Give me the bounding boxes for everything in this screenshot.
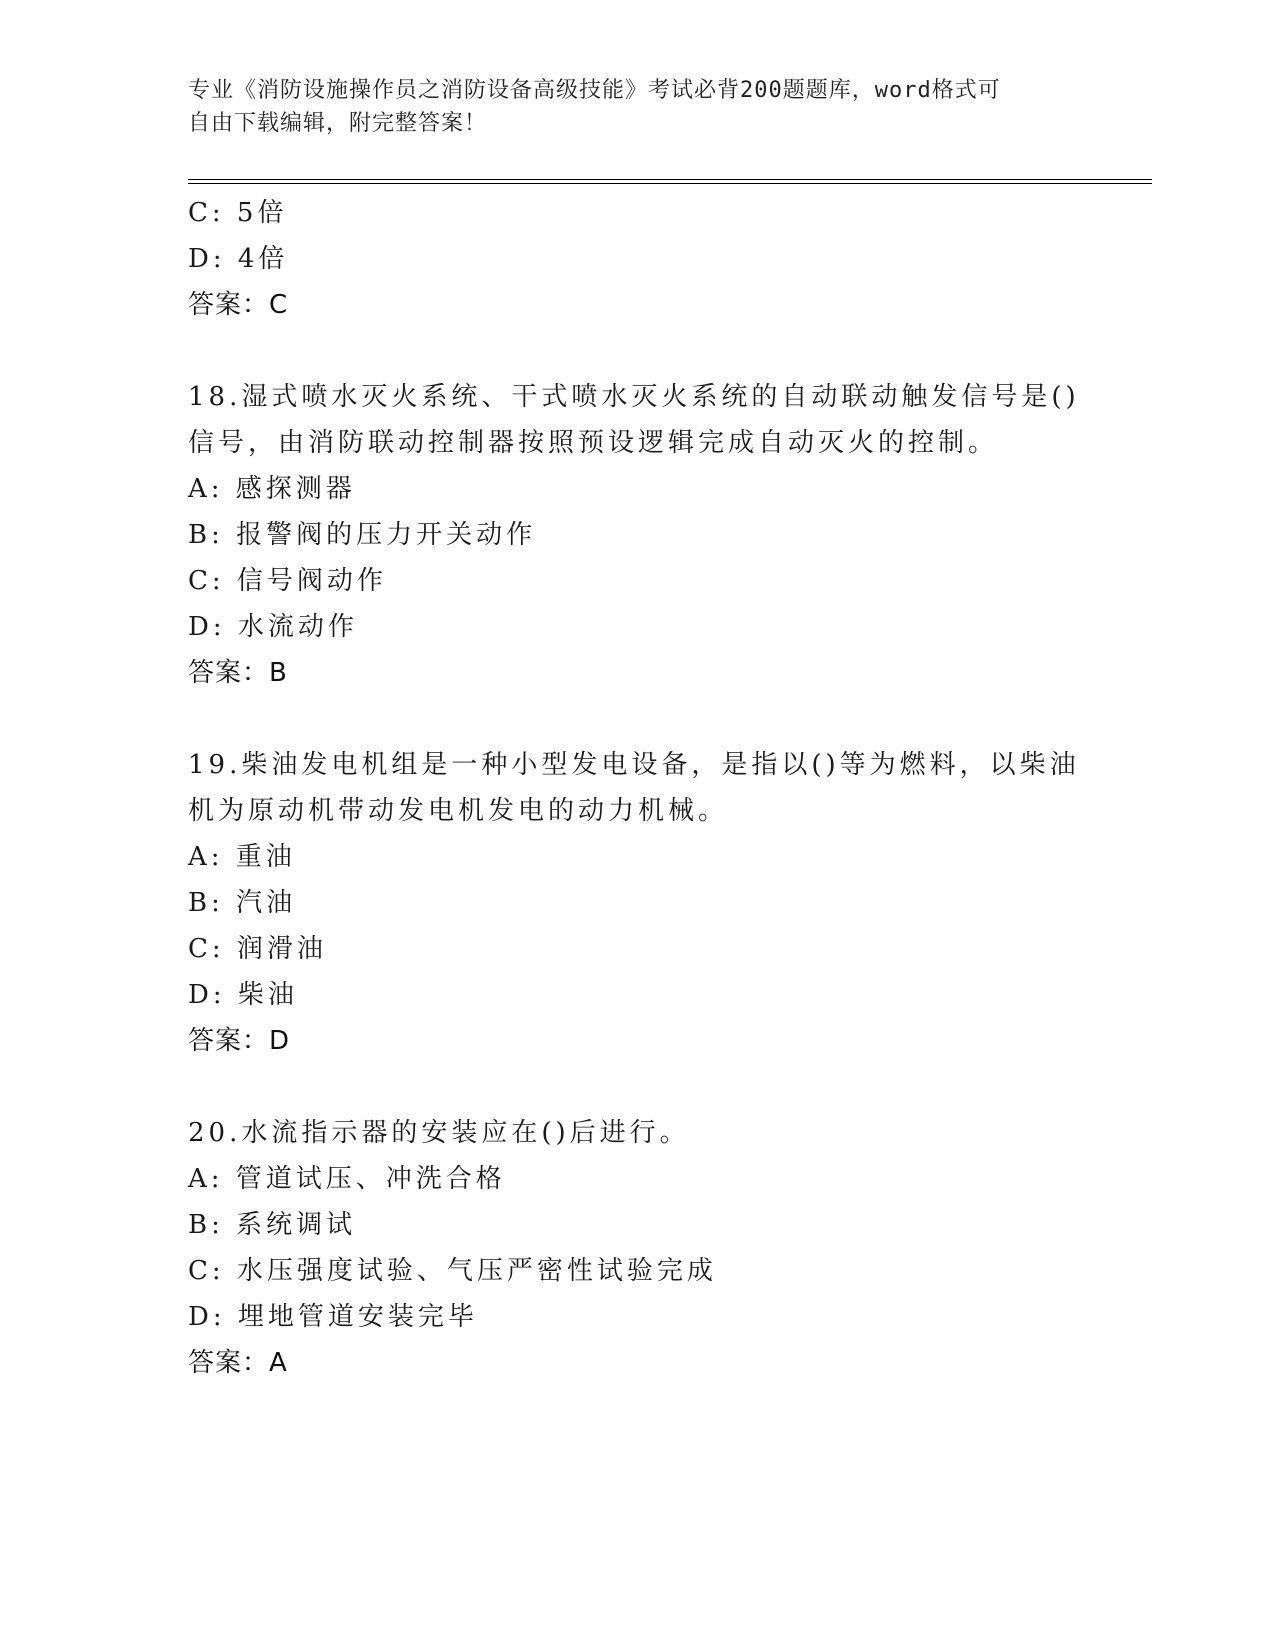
q18-answer: 答案：B	[188, 658, 288, 688]
document-header	[188, 74, 1078, 140]
q19-stem-line-1: 19.柴油发电机组是一种小型发电设备，是指以()等为燃料，以柴油	[188, 750, 1080, 780]
q17-option-d: D: 4倍	[188, 244, 289, 274]
question-list	[188, 190, 1088, 1386]
q18-option-c: C: 信号阀动作	[188, 566, 387, 596]
q19-option-b: B: 汽油	[188, 888, 297, 918]
header-line-2: 自由下载编辑，附完整答案！	[188, 111, 488, 136]
header-divider-bottom	[188, 183, 1152, 184]
question-18	[188, 374, 1088, 696]
q19-option-d: D: 柴油	[188, 980, 298, 1010]
question-19	[188, 742, 1088, 1064]
spacer	[188, 328, 1088, 374]
q20-option-c: C: 水压强度试验、气压严密性试验完成	[188, 1256, 717, 1286]
question-20	[188, 1110, 1088, 1386]
q19-option-c: C: 润滑油	[188, 934, 327, 964]
q18-option-b: B: 报警阀的压力开关动作	[188, 520, 537, 550]
q17-option-c: C: 5倍	[188, 198, 288, 228]
spacer	[188, 1064, 1088, 1110]
q20-option-d: D: 埋地管道安装完毕	[188, 1302, 478, 1332]
spacer	[188, 696, 1088, 742]
q19-answer: 答案：D	[188, 1026, 291, 1056]
q18-option-d: D: 水流动作	[188, 612, 358, 642]
q17-answer: 答案：C	[188, 290, 289, 320]
q20-stem-line-1: 20.水流指示器的安装应在()后进行。	[188, 1118, 690, 1148]
q20-answer: 答案：A	[188, 1348, 288, 1378]
q18-option-a: A: 感探测器	[188, 474, 356, 504]
header-line-1: 专业《消防设施操作员之消防设备高级技能》考试必背200题题库，word格式可	[188, 78, 1001, 103]
q20-option-a: A: 管道试压、冲洗合格	[188, 1164, 506, 1194]
q19-stem-line-2: 机为原动机带动发电机发电的动力机械。	[188, 796, 729, 826]
question-17	[188, 190, 1088, 328]
q18-stem-line-2: 信号，由消防联动控制器按照预设逻辑完成自动灭火的控制。	[188, 428, 999, 458]
q20-option-b: B: 系统调试	[188, 1210, 357, 1240]
q18-stem-line-1: 18.湿式喷水灭火系统、干式喷水灭火系统的自动联动触发信号是()	[188, 382, 1080, 412]
header-divider-top	[188, 179, 1152, 180]
q19-option-a: A: 重油	[188, 842, 296, 872]
